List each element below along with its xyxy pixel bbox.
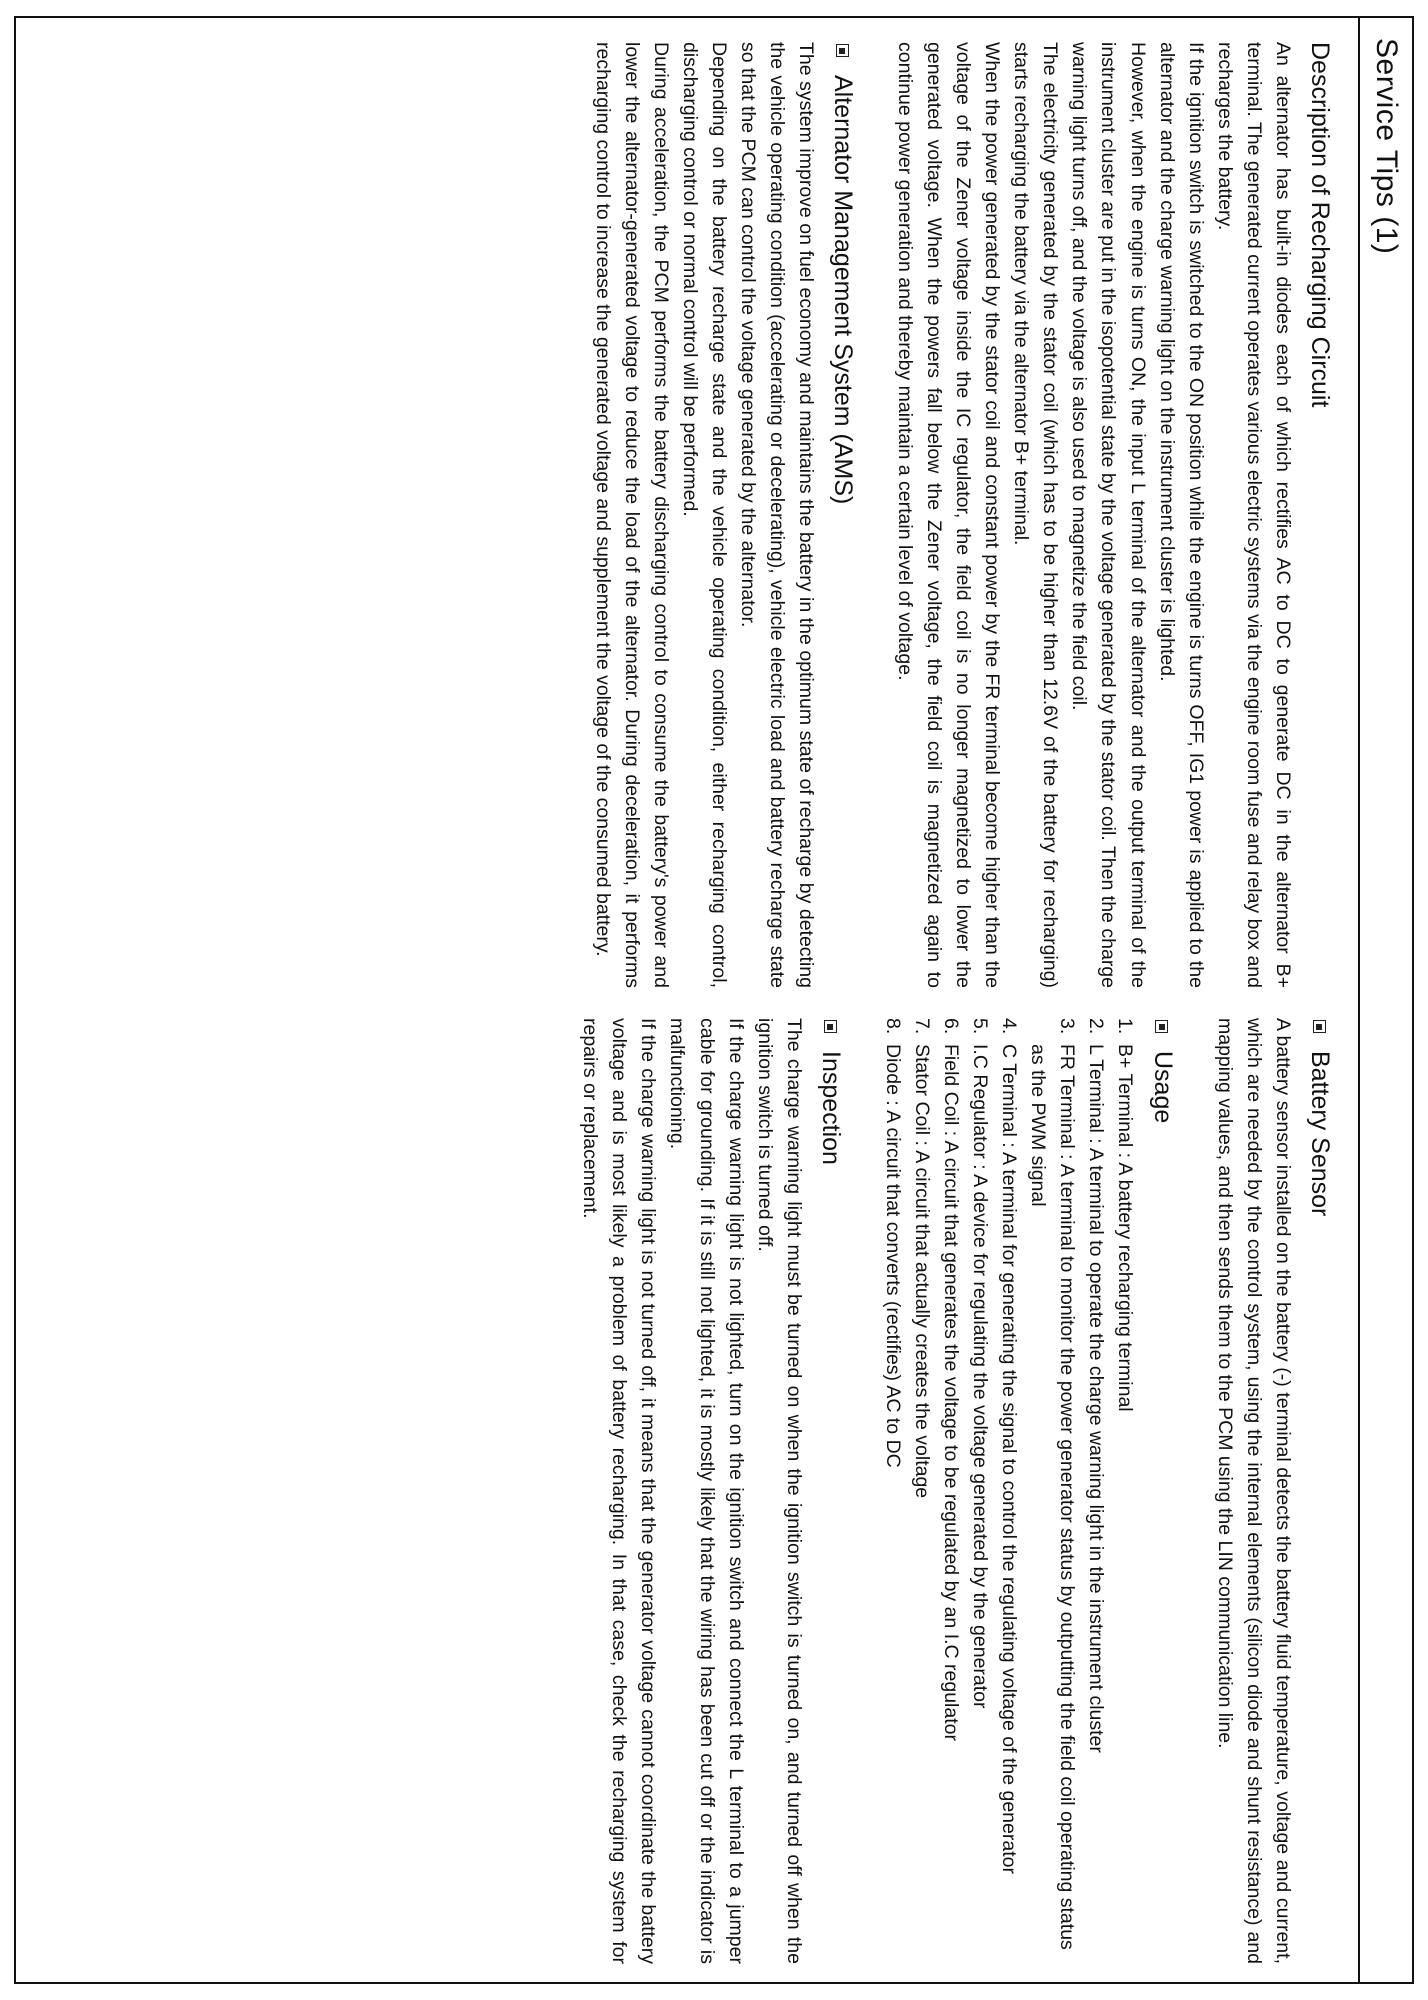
paragraph: An alternator has built-in diodes each of which rectifies AC to DC to generate DC in the alternator B+ terminal. The generated current operates various electric systems via the engine room fuse and relay box and recharges the battery. [1213,42,1294,988]
list-item: 2. L Terminal : A terminal to operate the charge warning light in the instrument cluster [1085,1018,1108,1753]
section-title-ams: Alternator Management System (AMS) [829,75,858,505]
list-item: 3. FR Terminal : A terminal to monitor the power generator status by outputting the field coil operating status as the PWM signal [1027,1018,1079,1950]
square-bullet-icon [1313,1020,1326,1033]
paragraph: However, when the engine is turns ON, the input L terminal of the alternator and the output terminal of the instrument cluster are put in the isopotential state by the voltage generated by the stator coil. Then the charge warning light turns off, and the voltage is also used to magnetize the field coil. [1068,42,1149,988]
square-bullet-icon [824,1020,837,1033]
square-bullet-icon [1155,1020,1168,1033]
right-column [575,1018,1338,1964]
page-frame [14,16,1414,1984]
section-title-usage: Usage [1148,1051,1177,1124]
paragraph: If the charge warning light is not lighted, turn on the ignition switch and connect the L terminal to a jumper cable for grounding. If it is still not lighted, it is mostly likely that the wiring has been cut off or the indicator is malfunctioning. [666,1018,747,1964]
list-item: 5. I.C Regulator : A device for regulating the voltage generated by the generator [969,1018,992,1709]
paragraph: Depending on the battery recharge state and the vehicle operating condition, either recharging control, discharging control or normal control will be performed. [678,42,730,988]
paragraph: The electricity generated by the stator coil (which has to be higher than 12.6V of the battery for recharging) starts recharging the battery via the alternator B+ terminal. [1010,42,1062,988]
list-item: 6. Field Coil : A circuit that generates the voltage to be regulated by an I.C regulator [940,1018,963,1741]
left-column [587,42,1338,988]
square-bullet-icon [836,44,849,57]
paragraph: A battery sensor installed on the battery (-) terminal detects the battery fluid temperature, voltage and current, which are needed by the control system, using the internal elements (silicon diode and shunt resistance) and mapping values, and then sends them to the PCM using the LIN communication line. [1213,1018,1294,1964]
paragraph: If the charge warning light is not turned off, it means that the generator voltage cannot coordinate the battery voltage and is most likely a problem of battery recharging. In that case, check the recharging system for repairs or replacement. [579,1018,660,1964]
list-item: 1. B+ Terminal : A battery recharging terminal [1114,1018,1137,1412]
section-heading-inspection [812,1018,849,1964]
paragraph: The system improve on fuel economy and maintains the battery in the optimum state of recharge by detecting the vehicle operating condition (accelerating or decelerating), vehicle electric load and battery recharge state so that the PCM can control the voltage generated by the alternator. [736,42,817,988]
section-heading-ams [824,42,861,988]
paragraph: If the ignition switch is switched to the ON position while the engine is turns OFF, IG1 power is applied to the alternator and the charge warning light on the instrument cluster is lighted. [1155,42,1207,988]
page-header [1358,18,1412,1982]
section-title-battery-sensor: Battery Sensor [1306,1051,1334,1217]
paragraph: When the power generated by the stator coil and constant power by the FR terminal become higher than the voltage of the Zener voltage inside the IC regulator, the field coil is no longer magnetized to lower the generated voltage. When the powers fall below the Zener voltage, the field coil is magnetized again to continue power generation and thereby maintain a certain level of voltage. [894,42,1004,988]
paragraph: During acceleration, the PCM performs the battery discharging control to consume the battery's power and lower the alternator-generated voltage to reduce the load of the alternator. During deceleration, it performs recharging control to increase the generated voltage and supplement the voltage of the consumed battery. [591,42,672,988]
section-title-inspection: Inspection [816,1051,845,1165]
section-heading-battery-sensor [1301,1018,1338,1964]
usage-list [878,1018,1139,1964]
section-heading-usage [1143,1018,1180,1964]
paragraph: The charge warning light must be turned on when the ignition switch is turned on, and turned off when the ignition switch is turned off. [753,1018,805,1964]
section-title-recharging: Description of Recharging Circuit [1306,42,1334,408]
list-item: 8. Diode : A circuit that converts (rectifies) AC to DC [881,1018,904,1468]
list-item: 7. Stator Coil : A circuit that actually creates the voltage [911,1018,934,1499]
page-title: Service Tips (1) [1370,38,1403,255]
list-item: 4. C Terminal : A terminal for generating the signal to control the regulating voltage of the generator [998,1018,1021,1874]
